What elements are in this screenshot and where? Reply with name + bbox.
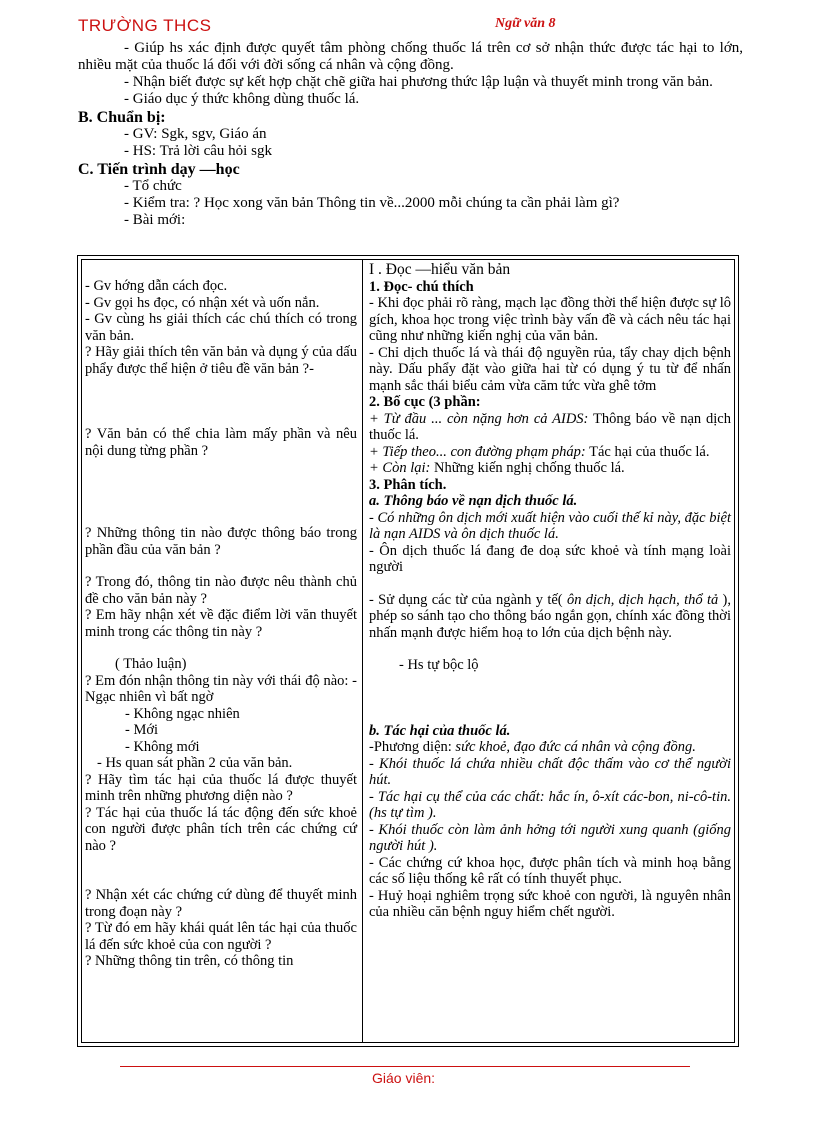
school-name: TRƯỜNG THCS (78, 16, 212, 35)
analysis-heading: b. Tác hại của thuốc lá. (369, 722, 511, 739)
prep-item: - GV: Sgk, sgv, Giáo án (124, 126, 267, 142)
process-item: - Kiểm tra: ? Học xong văn bản Thông tin về...2000 mỗi chúng ta cần phải làm gì? (124, 195, 620, 211)
content-text: - Huỷ hoại nghiêm trọng sức khoẻ con người, là nguyên nhân của nhiều căn bệnh nguy hiểm chết người. (369, 887, 731, 920)
section-heading: I . Đọc —hiểu văn bản (369, 261, 511, 278)
subject-name: Ngữ văn 8 (495, 16, 556, 31)
teacher-question: ? Những thông tin nào được thông báo trong phần đầu của văn bản ? (85, 525, 357, 558)
teacher-question: ? Văn bản có thể chia làm mấy phần và nêu nội dung từng phần ? (85, 426, 357, 459)
part-desc: Những kiến nghị chống thuốc lá. (430, 460, 625, 476)
subsection-heading: 2. Bố cục (3 phần: (369, 394, 481, 410)
teacher-question: ? Hãy giải thích tên văn bản và dụng ý của dấu phẩy được thể hiện ở tiêu đề văn bản ?- (85, 344, 357, 377)
objective-1: - Giúp hs xác định được quyết tâm phòng chống thuốc lá trên cơ sở nhận thức được tác hại to lớn, nhiều mặt của thuốc lá đối với đời sống cá nhân và cộng đồng. (78, 40, 743, 73)
content-text: - Khói thuốc còn làm ảnh hởng tới người xung quanh (giống người hút ). (369, 821, 731, 854)
content-text: - Khi đọc phải rõ ràng, mạch lạc đồng thời thể hiện được sự lô gích, khoa học trong việc trình bày vấn đề và cách nêu tác hại cũng như những kiến nghị của văn bản. (369, 295, 731, 344)
prep-title: B. Chuẩn bị: (78, 109, 166, 126)
teacher-column (85, 278, 357, 970)
analysis-heading: a. Thông báo về nạn dịch thuốc lá. (369, 493, 578, 509)
teacher-question: ? Trong đó, thông tin nào được nêu thành chủ đề cho văn bản này ? (85, 574, 357, 607)
content-text: - Các chứng cứ khoa học, được phân tích và minh hoạ bằng các số liệu thống kê rất có tính thuyết phục. (369, 854, 731, 887)
process-title: C. Tiến trình dạy —học (78, 161, 240, 178)
content-text (369, 739, 731, 756)
structure-part (369, 411, 731, 444)
discussion-note: ( Thảo luận) (115, 656, 187, 672)
part-desc: Tác hại của thuốc lá. (585, 443, 710, 460)
structure-part (369, 444, 731, 461)
teacher-question: ? Nhận xét các chứng cứ dùng để thuyết minh trong đoạn này ? (85, 887, 357, 920)
teacher-question: ? Tác hại của thuốc lá tác động đến sức khoẻ con người được phân tích trên các chứng cứ nào ? (85, 804, 357, 854)
part-range: + Tiếp theo... con đường phạm pháp: (369, 443, 586, 460)
answer-option: - Không mới (125, 738, 200, 755)
part-desc: Thông báo về nạn dịch thuốc lá. (369, 410, 731, 443)
teacher-activity: - Gv hớng dẫn cách đọc. (85, 278, 228, 294)
teacher-question: ? Em hãy nhận xét về đặc điểm lời văn thuyết minh trong các thông tin này ? (85, 607, 357, 640)
objective-2: - Nhận biết được sự kết hợp chặt chẽ giữa hai phương thức lập luận và thuyết minh trong văn bản. (124, 74, 713, 90)
content-text: - Có những ôn dịch mới xuất hiện vào cuối thế kỉ này, đặc biệt là nạn AIDS và ôn dịch thuốc lá. (369, 509, 731, 542)
teacher-activity: - Gv gọi hs đọc, có nhận xét và uốn nắn. (85, 294, 320, 311)
teacher-activity: - Hs quan sát phần 2 của văn bản. (97, 755, 293, 771)
content-part: sức khoẻ, đạo đức cá nhân và cộng đồng. (451, 739, 696, 755)
column-divider (362, 259, 363, 1043)
objective-3: - Giáo dục ý thức không dùng thuốc lá. (124, 91, 360, 107)
process-item: - Tổ chức (124, 178, 182, 194)
prep-item: - HS: Trả lời câu hỏi sgk (124, 143, 272, 159)
teacher-activity: - Gv cùng hs giải thích các chú thích có trong văn bản. (85, 311, 357, 344)
content-part: -Phương diện: (369, 739, 452, 755)
content-part: - Sử dụng các từ của ngành y tế( (369, 591, 563, 608)
teacher-question: ? Hãy tìm tác hại của thuốc lá được thuyết minh trên những phương diện nào ? (85, 771, 357, 804)
answer-option: - Không ngạc nhiên (125, 705, 240, 722)
content-column (369, 262, 731, 921)
content-text: - Hs tự bộc lộ (399, 657, 479, 673)
content-text (369, 592, 731, 642)
answer-option: - Mới (125, 722, 159, 738)
footer-teacher: Giáo viên: (372, 1070, 436, 1086)
structure-part (369, 460, 731, 477)
part-range: + Còn lại: (369, 460, 431, 476)
content-part: ), phép so sánh tạo cho thông báo ngắn gọn, chính xác đồng thời nhấn mạnh được hiểm hoạ to lớn của dịch bệnh này. (369, 591, 732, 641)
teacher-question: ? Em đón nhận thông tin này với thái độ nào: - Ngạc nhiên vì bất ngờ (85, 672, 357, 705)
subsection-heading: 3. Phân tích. (369, 476, 447, 493)
content-text: - Tác hại cụ thể của các chất: hắc ín, ô-xít các-bon, ni-cô-tin. (hs tự tìm ). (369, 788, 731, 821)
lesson-table (77, 255, 739, 1047)
content-text: - Chỉ dịch thuốc lá và thái độ nguyền rủa, tẩy chay dịch bệnh này. Dấu phẩy đặt vào giữa hai từ có dụng ý tu từ để nhấn mạnh sắc thái biểu cảm vừa căm tức vừa ghê tởm (369, 344, 731, 394)
subsection-heading: 1. Đọc- chú thích (369, 278, 474, 295)
content-text: - Ôn dịch thuốc lá đang đe doạ sức khoẻ và tính mạng loài người (369, 542, 731, 575)
content-part: ôn dịch, dịch hạch, thổ tả (562, 591, 719, 608)
teacher-question: ? Những thông tin trên, có thông tin (85, 953, 294, 969)
footer-line (120, 1066, 690, 1067)
process-item: - Bài mới: (124, 212, 186, 228)
lesson-intro (78, 40, 743, 229)
teacher-question: ? Từ đó em hãy khái quát lên tác hại của thuốc lá đến sức khoẻ của con người ? (85, 920, 357, 953)
part-range: + Từ đầu ... còn nặng hơn cả AIDS: (369, 410, 589, 427)
content-text: - Khói thuốc lá chứa nhiều chất độc thấm vào cơ thể người hút. (369, 755, 731, 788)
